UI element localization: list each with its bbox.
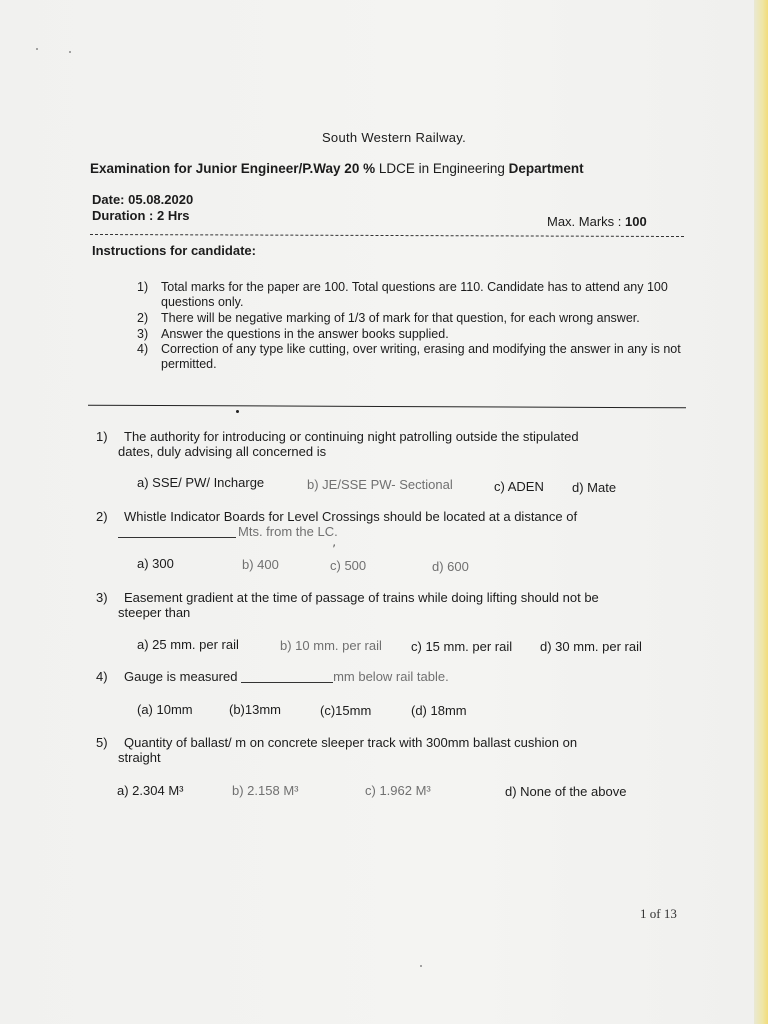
instruction-item: 2) There will be negative marking of 1/3 of mark for that question, for each wrong answer. xyxy=(137,311,640,325)
instruction-item: 1) Total marks for the paper are 100. Total questions are 110. Candidate has to attend any 100 questions only. xyxy=(137,280,668,309)
exam-date: Date: 05.08.2020 xyxy=(92,192,194,207)
q3-option-b: b) 10 mm. per rail xyxy=(280,638,382,653)
question-4: 4) Gauge is measured mm below rail table. xyxy=(96,669,449,684)
q4-option-c: (c)15mm xyxy=(320,703,372,718)
instruction-item: 4) Correction of any type like cutting, over writing, erasing and modifying the answer in any is not permitted. xyxy=(137,342,681,371)
answer-blank xyxy=(241,682,333,683)
pen-mark: ′ xyxy=(333,543,336,555)
q1-option-a: a) SSE/ PW/ Incharge xyxy=(137,475,265,490)
page-edge xyxy=(754,0,768,1024)
paper-speck xyxy=(36,48,38,50)
question-3: 3) Easement gradient at the time of passage of trains while doing lifting should not be steeper than xyxy=(96,590,599,620)
answer-blank xyxy=(118,537,236,538)
q2-option-c: c) 500 xyxy=(330,558,367,573)
q5-option-c: c) 1.962 M³ xyxy=(365,783,431,798)
max-marks: Max. Marks : 100 xyxy=(547,214,647,229)
q5-option-a: a) 2.304 M³ xyxy=(117,783,184,798)
q2-option-b: b) 400 xyxy=(242,557,279,572)
q3-option-a: a) 25 mm. per rail xyxy=(137,637,239,652)
q5-option-d: d) None of the above xyxy=(505,784,627,799)
instructions-list xyxy=(137,280,697,372)
q1-option-d: d) Mate xyxy=(572,480,617,495)
exam-title: Examination for Junior Engineer/P.Way 20 % LDCE in Engineering Department xyxy=(90,161,584,176)
page-number: 1 of 13 xyxy=(640,906,677,921)
q2-option-a: a) 300 xyxy=(137,556,174,571)
q2-option-d: d) 600 xyxy=(432,559,469,574)
organization-title: South Western Railway. xyxy=(321,130,467,145)
q3-option-c: c) 15 mm. per rail xyxy=(411,639,513,654)
question-2: 2) Whistle Indicator Boards for Level Crossings should be located at a distance of Mts. from the LC. xyxy=(96,509,578,539)
q4-option-b: (b)13mm xyxy=(229,702,282,717)
instruction-item: 3) Answer the questions in the answer books supplied. xyxy=(137,327,449,341)
paper-speck xyxy=(420,965,422,967)
question-5: 5) Quantity of ballast/ m on concrete sleeper track with 300mm ballast cushion on straight xyxy=(96,735,578,765)
exam-duration: Duration : 2 Hrs xyxy=(92,208,190,223)
q1-option-c: c) ADEN xyxy=(494,479,544,494)
ink-dot xyxy=(236,410,239,413)
instructions-heading: Instructions for candidate: xyxy=(92,243,256,258)
q4-option-d: (d) 18mm xyxy=(411,703,467,718)
q4-option-a: (a) 10mm xyxy=(137,702,193,717)
question-1: 1) The authority for introducing or continuing night patrolling outside the stipulated dates, duly advising all concerned is xyxy=(96,429,579,459)
paper-speck xyxy=(69,51,71,53)
q3-option-d: d) 30 mm. per rail xyxy=(540,639,642,654)
q5-option-b: b) 2.158 M³ xyxy=(232,783,299,798)
q1-option-b: b) JE/SSE PW- Sectional xyxy=(307,477,453,492)
